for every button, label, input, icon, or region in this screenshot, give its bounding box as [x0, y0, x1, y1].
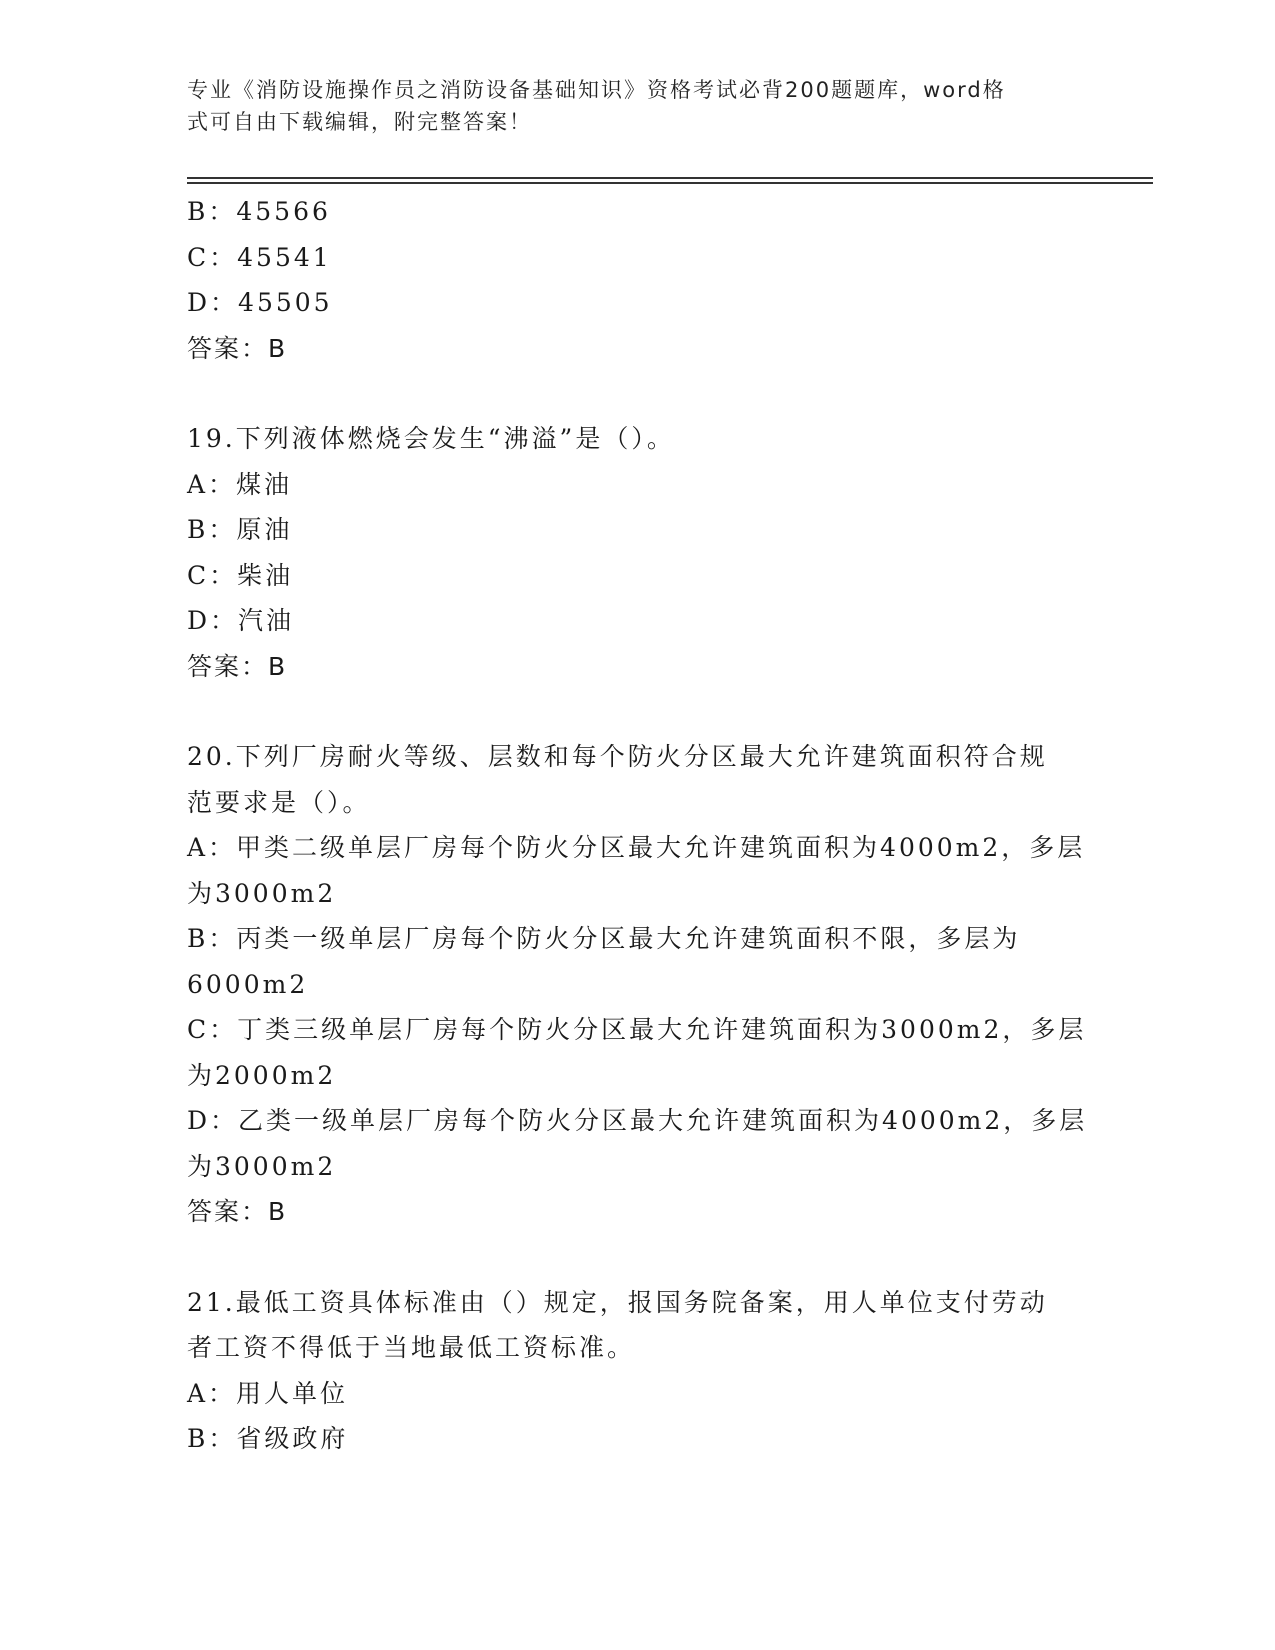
- header-rule-bottom: [187, 182, 1153, 184]
- q19-stem: 19.下列液体燃烧会发生“沸溢”是（）。: [187, 424, 675, 453]
- q18-option-d: D：45505: [187, 288, 333, 317]
- q19-answer: 答案：B: [187, 651, 288, 681]
- document-header: [187, 74, 1077, 138]
- header-line-2: 式可自由下载编辑，附完整答案！: [187, 110, 532, 134]
- q21-option-a: A：用人单位: [187, 1378, 349, 1408]
- q19-option-d: D：汽油: [187, 606, 295, 635]
- q18-option-b: B：45566: [187, 197, 331, 226]
- header-rule-top: [187, 177, 1153, 179]
- question-21: [187, 1280, 1077, 1462]
- spacer: [187, 689, 1087, 734]
- question-18: [187, 189, 1087, 371]
- q20-option-a-line-2: 为3000m2: [187, 878, 337, 908]
- header-line-1: 专业《消防设施操作员之消防设备基础知识》资格考试必背200题题库，word格: [187, 78, 1006, 102]
- q21-stem-line-2: 者工资不得低于当地最低工资标准。: [187, 1333, 636, 1362]
- q20-option-d-line-1: D：乙类一级单层厂房每个防火分区最大允许建筑面积为4000m2，多层: [187, 1106, 1088, 1135]
- spacer: [187, 1235, 1087, 1280]
- q21-option-b: B：省级政府: [187, 1424, 349, 1453]
- q20-option-b-line-1: B：丙类一级单层厂房每个防火分区最大允许建筑面积不限，多层为: [187, 924, 1021, 953]
- q18-option-c: C：45541: [187, 242, 332, 272]
- q20-option-c-line-1: C：丁类三级单层厂房每个防火分区最大允许建筑面积为3000m2，多层: [187, 1015, 1087, 1044]
- q18-answer: 答案：B: [187, 333, 288, 363]
- q20-answer: 答案：B: [187, 1197, 288, 1226]
- q20-option-a-line-1: A：甲类二级单层厂房每个防火分区最大允许建筑面积为4000m2，多层: [187, 833, 1086, 862]
- q21-stem-line-1: 21.最低工资具体标准由（）规定，报国务院备案，用人单位支付劳动: [187, 1287, 1048, 1317]
- document-body: [187, 189, 1087, 1462]
- q20-option-b-line-2: 6000m2: [187, 969, 309, 999]
- q19-option-c: C：柴油: [187, 560, 294, 590]
- q20-stem-line-2: 范要求是（）。: [187, 787, 371, 817]
- q20-option-c-line-2: 为2000m2: [187, 1060, 337, 1090]
- spacer: [187, 371, 1087, 416]
- q20-option-d-line-2: 为3000m2: [187, 1151, 337, 1181]
- q20-stem-line-1: 20.下列厂房耐火等级、层数和每个防火分区最大允许建筑面积符合规: [187, 742, 1048, 771]
- q19-option-a: A：煤油: [187, 469, 293, 499]
- q19-option-b: B：原油: [187, 515, 293, 544]
- question-20: [187, 734, 1088, 1235]
- question-19: [187, 416, 1087, 689]
